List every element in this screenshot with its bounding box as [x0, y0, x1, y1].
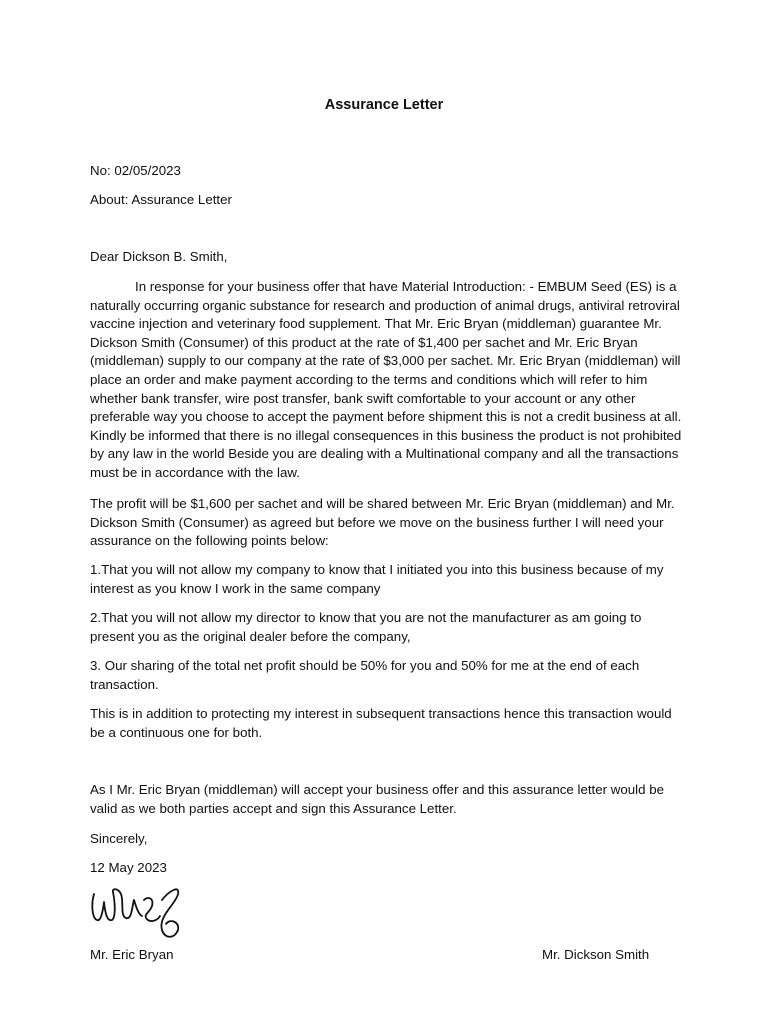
handwritten-signature — [88, 880, 188, 946]
assurance-point-1 — [90, 561, 682, 598]
body-paragraph-addition — [90, 705, 682, 742]
body-paragraph-addition-text: This is in addition to protecting my interest in subsequent transactions hence this transaction would be a continuous one for both. — [90, 706, 672, 740]
letter-title: Assurance Letter — [324, 97, 444, 113]
assurance-point-1-text: 1.That you will not allow my company to know that I initiated you into this business because of my interest as you know I work in the same company — [90, 562, 664, 596]
body-paragraph-acceptance — [90, 781, 682, 818]
assurance-point-3-text: 3. Our sharing of the total net profit should be 50% for you and 50% for me at the end of each transaction. — [90, 658, 640, 692]
body-paragraph-profit — [90, 495, 682, 551]
assurance-point-3 — [90, 657, 682, 694]
signatory-right-name: Mr. Dickson Smith — [542, 947, 650, 962]
salutation: Dear Dickson B. Smith, — [90, 249, 228, 264]
body-paragraph-profit-text: The profit will be $1,600 per sachet and will be shared between Mr. Eric Bryan (middleman) and Mr. Dickson Smith (Consumer) as agreed but before we move on the business further I will need your assurance on the following points below: — [90, 496, 675, 549]
closing: Sincerely, — [90, 831, 148, 846]
body-paragraph-intro — [90, 278, 682, 483]
signatory-left-name: Mr. Eric Bryan — [90, 947, 174, 962]
letter-date: 12 May 2023 — [90, 860, 167, 875]
assurance-point-2 — [90, 609, 682, 646]
body-paragraph-acceptance-text: As I Mr. Eric Bryan (middleman) will accept your business offer and this assurance letter would be valid as we both parties accept and sign this Assurance Letter. — [90, 782, 664, 816]
letter-about: About: Assurance Letter — [90, 192, 232, 207]
assurance-point-2-text: 2.That you will not allow my director to know that you are not the manufacturer as am going to present you as the original dealer before the company, — [90, 610, 642, 644]
letter-number: No: 02/05/2023 — [90, 163, 181, 178]
body-paragraph-intro-text: In response for your business offer that have Material Introduction: - EMBUM Seed (ES) is a naturally occurring organic substance for research and production of animal drugs, antiviral retroviral vaccine injection and veterinary food supplement. That Mr. Eric Bryan (middleman) guarantee Mr. Dickson Smith (Consumer) of this product at the rate of $1,400 per sachet and Mr. Eric Bryan (middleman) supply to our company at the rate of $3,000 per sachet. Mr. Eric Bryan (middleman) will place an order and make payment according to the terms and conditions which will refer to him whether bank transfer, wire post transfer, bank swift comfortable to your account or any other preferable way you choose to accept the payment before shipment this is not a credit business at all. Kindly be informed that there is no illegal consequences in this business the product is not prohibited by any law in the world Beside you are dealing with a Multinational company and all the transactions must be in accordance with the law. — [90, 279, 682, 480]
